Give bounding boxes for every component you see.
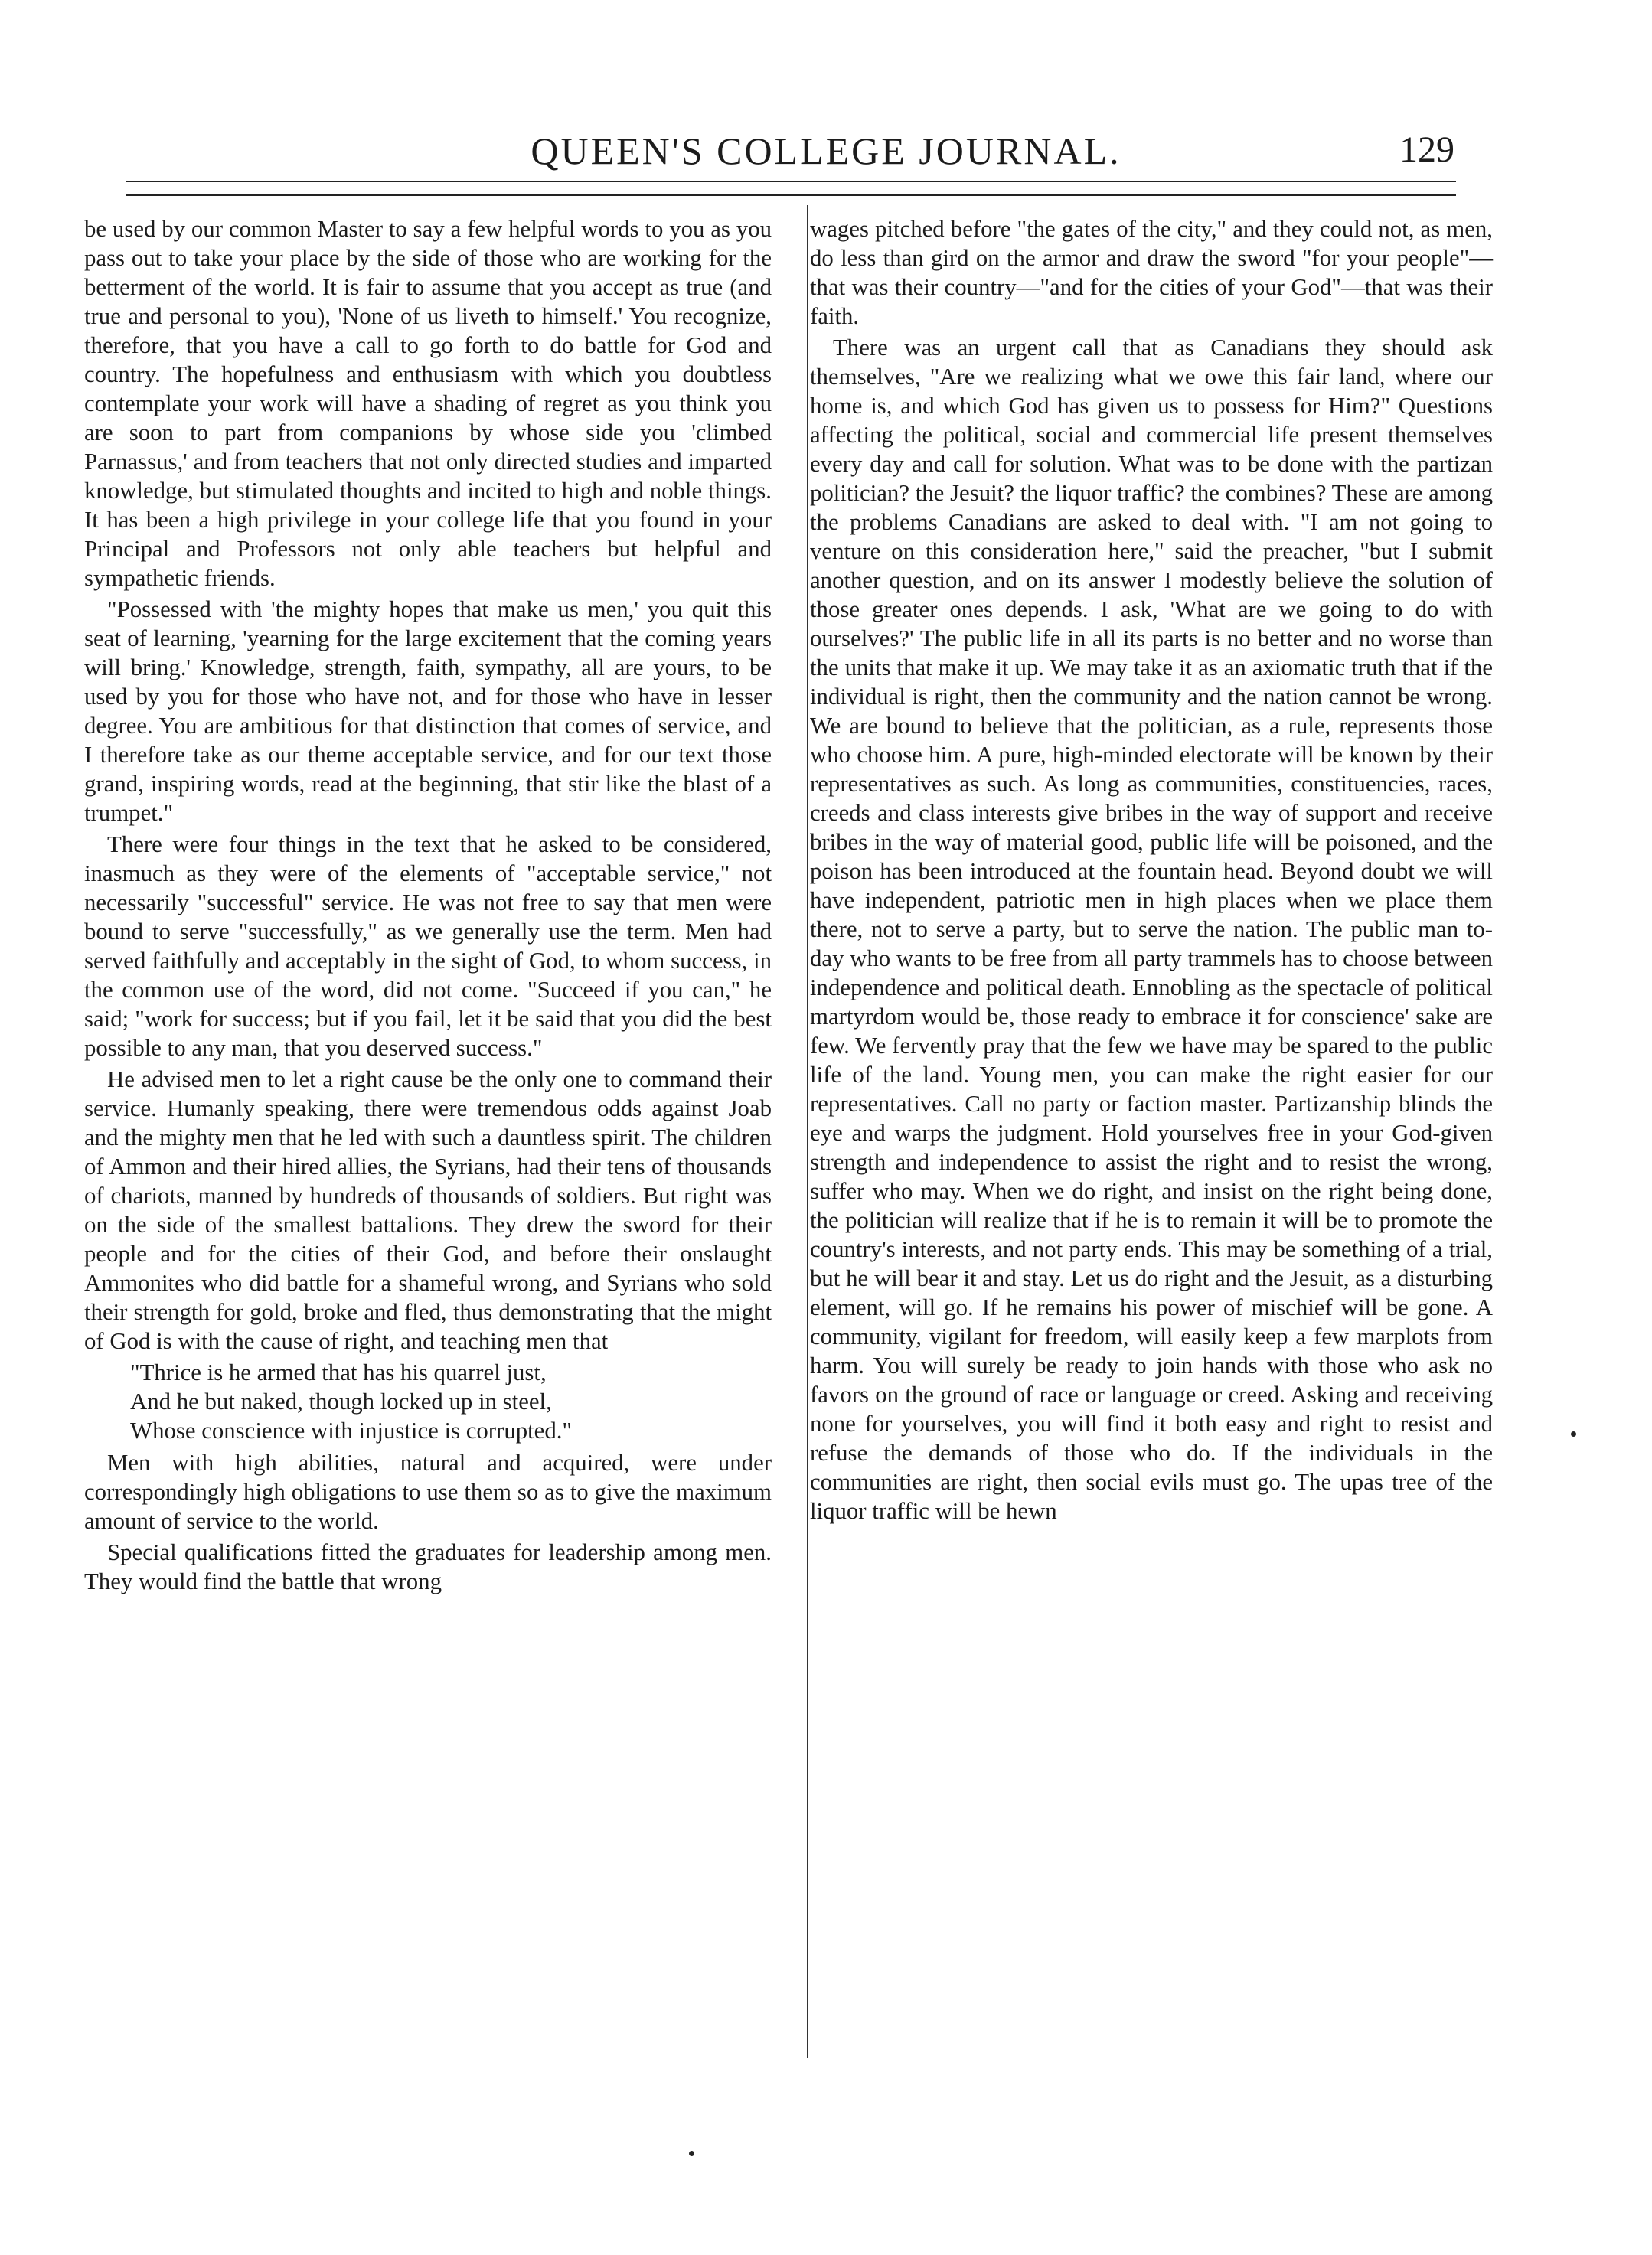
- paragraph: Men with high abilities, natural and acquired, were under correspondingly high obligations to use them so as to give the maximum amount of service to the world.: [84, 1450, 772, 1534]
- ink-speck: [1571, 1431, 1576, 1437]
- paragraph: There was an urgent call that as Canadians they should ask themselves, "Are we realizing what we owe this fair land, where our home is, and which God has given us to possess for Him?" Questions affecting the political, social and commercial life present themselves every day and call for solution. What was to be done with the partizan politician? the Jesuit? the liquor traffic? the combines? These are among the problems Canadians are asked to deal with. "I am not going to venture on this consideration here," said the preacher, "but I submit another question, and on its answer I modestly believe the solution of those greater ones depends. I ask, 'What are we going to do with ourselves?' The public life in all its parts is no better and no worse than the units that make it up. We may take it as an axiomatic truth that if the individual is right, then the community and the nation cannot be wrong. We are bound to believe that the politician, as a rule, represents those who choose him. A pure, high-minded electorate will be known by their representatives as such. As long as communities, constituencies, races, creeds and class interests give bribes in the way of support and receive bribes in the way of material good, public life will be poisoned, and the poison has been introduced at the fountain head. Beyond doubt we will have independent, patriotic men in high places when we place them there, not to serve a party, but to serve the nation. The public man to-day who wants to be free from all party trammels has to choose between independence and political death. Ennobling as the spectacle of political martyrdom would be, those ready to embrace it for conscience' sake are few. We fervently pray that the few we have may be spared to the public life of the land. Young men, you can make the right easier for our representatives. Call no party or faction master. Partizanship blinds the eye and warps the judgment. Hold yourselves free in your God-given strength and independence to assist the right and to resist the wrong, suffer who may. When we do right, and insist on the right being done, the politician will realize that if he is to remain it will be to promote the country's interests, and not party ends. This may be something of a trial, but he will bear it and stay. Let us do right and the Jesuit, as a disturbing element, will go. If he remains his power of mischief will be gone. A community, vigilant for freedom, will easily keep a few marplots from harm. You will surely be ready to join hands with those who ask no favors on the ground of race or language or creed. Asking and receiving none for yourselves, you will find it both easy and right to resist and refuse the demands of those who do. If the individuals in the communities are right, then social evils must go. The upas tree of the liquor traffic will be hewn: [810, 334, 1493, 1524]
- poem-line: "Thrice is he armed that has his quarrel just,: [130, 1359, 547, 1385]
- paragraph: wages pitched before "the gates of the city," and they could not, as men, do less than gird on the armor and draw the sword "for your people"—that was their country—"and for the cities of your God"—that was their faith.: [810, 216, 1493, 329]
- journal-title: QUEEN'S COLLEGE JOURNAL.: [531, 129, 1121, 172]
- header-rule-bottom: [126, 194, 1456, 196]
- paragraph: be used by our common Master to say a few helpful words to you as you pass out to take your place by the side of those who are working for the betterment of the world. It is fair to assume that you accept as true (and true and personal to you), 'None of us liveth to himself.' You recognize, therefore, that you have a call to go forth to do battle for God and country. The hopefulness and enthusiasm with which you doubtless contemplate your work will have a shading of regret as you think you are soon to part from companions by whose side you 'climbed Parnassus,' and from teachers that not only directed studies and imparted knowledge, but stimulated thoughts and incited to high and noble things. It has been a high privilege in your college life that you found in your Principal and Professors not only able teachers but helpful and sympathetic friends.: [84, 216, 772, 591]
- paragraph: He advised men to let a right cause be the only one to command their service. Humanly speaking, there were tremendous odds against Joab and the mighty men that he led with such a dauntless spirit. The children of Ammon and their hired allies, the Syrians, had their tens of thousands of chariots, manned by hundreds of thousands of soldiers. But right was on the side of the smallest battalions. They drew the sword for their people and for the cities of their God, and before their onslaught Ammonites who did battle for a shameful wrong, and Syrians who sold their strength for gold, broke and fled, thus demonstrating that the might of God is with the cause of right, and teaching men that: [84, 1066, 772, 1354]
- paragraph: There were four things in the text that he asked to be considered, inasmuch as they were of the elements of "acceptable service," not necessarily "successful" service. He was not free to say that men were bound to serve "successfully," as we generally use the term. Men had served faithfully and acceptably in the sight of God, to whom success, in the common use of the word, did not come. "Succeed if you can," he said; "work for success; but if you fail, let it be said that you did the best possible to any man, that you deserved success.": [84, 831, 772, 1061]
- poem-line: And he but naked, though locked up in steel,: [130, 1389, 552, 1415]
- left-column: [84, 214, 772, 1598]
- poem-line: Whose conscience with injustice is corrupted.": [130, 1418, 573, 1444]
- page-number: 129: [1399, 129, 1454, 170]
- poem-quote: [130, 1358, 772, 1445]
- column-divider: [807, 205, 808, 2058]
- ink-speck: [689, 2151, 694, 2156]
- paragraph: Special qualifications fitted the graduates for leadership among men. They would find the battle that wrong: [84, 1539, 772, 1594]
- paragraph: "Possessed with 'the mighty hopes that make us men,' you quit this seat of learning, 'yearning for the large excitement that the coming years will bring.' Knowledge, strength, faith, sympathy, all are yours, to be used by you for those who have not, and for those who have in lesser degree. You are ambitious for that distinction that comes of service, and I therefore take as our theme acceptable service, and for our text those grand, inspiring words, read at the beginning, that stir like the blast of a trumpet.": [84, 596, 772, 826]
- header-rule-top: [126, 181, 1456, 182]
- right-column: [810, 214, 1493, 1528]
